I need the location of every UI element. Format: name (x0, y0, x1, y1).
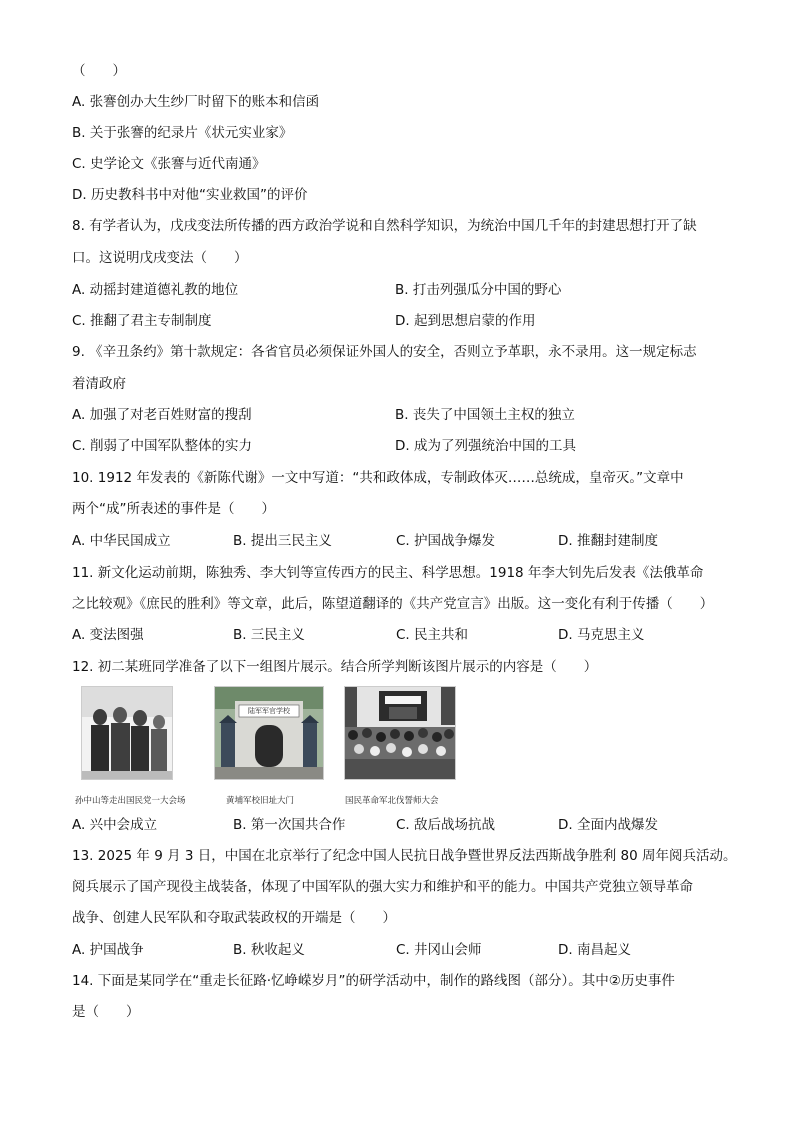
q11-option-c: C. 民主共和 (396, 627, 469, 643)
q9-options-row2 (72, 437, 732, 457)
q8-option-c: C. 推翻了君主专制制度 (72, 313, 212, 329)
q11-option-d: D. 马克思主义 (558, 627, 645, 643)
q13-stem-line3: 战争、创建人民军队和夺取武装政权的开端是（ ） (72, 910, 396, 926)
q8-stem-line2: 口。这说明戊戌变法（ ） (72, 250, 248, 266)
q11-stem-line1: 11. 新文化运动前期，陈独秀、李大钊等宣传西方的民主、科学思想。1918 年李大钊先后发表《法俄革命 (72, 565, 704, 581)
caption-whampoa-gate: 黄埔军校旧址大门 (226, 796, 295, 806)
q13-stem-line2: 阅兵展示了国产现役主战装备，体现了中国军队的强大实力和维护和平的能力。中国共产党独立领导革命 (72, 879, 693, 895)
q12-option-c: C. 敌后战场抗战 (396, 817, 496, 833)
q10-option-a: A. 中华民国成立 (72, 533, 171, 549)
q10-option-c: C. 护国战争爆发 (396, 533, 496, 549)
q7-option-d: D. 历史教科书中对他“实业救国”的评价 (72, 187, 308, 203)
q10-stem-line1: 10. 1912 年发表的《新陈代谢》一文中写道：“共和政体成，专制政体灭……总统成，皇帝灭。”文章中 (72, 470, 684, 486)
q11-options (72, 626, 732, 646)
q11-stem-line2: 之比较观》《庶民的胜利》等文章，此后，陈望道翻译的《共产党宣言》出版。这一变化有利于传播（ ） (72, 596, 714, 612)
q9-options-row1 (72, 406, 732, 426)
q7-option-c: C. 史学论文《张謇与近代南通》 (72, 156, 266, 172)
q11-option-a: A. 变法图强 (72, 627, 144, 643)
q9-option-c: C. 削弱了中国军队整体的实力 (72, 438, 253, 454)
photo-kmt-congress (81, 686, 173, 780)
q7-option-b: B. 关于张謇的纪录片《状元实业家》 (72, 125, 293, 141)
q9-option-b: B. 丧失了中国领土主权的独立 (395, 407, 575, 423)
q11-option-b: B. 三民主义 (233, 627, 305, 643)
q10-option-d: D. 推翻封建制度 (558, 533, 658, 549)
q10-stem-line2: 两个“成”所表述的事件是（ ） (72, 501, 275, 517)
q12-options (72, 816, 732, 836)
q8-option-d: D. 起到思想启蒙的作用 (395, 313, 536, 329)
q9-option-a: A. 加强了对老百姓财富的搜刮 (72, 407, 252, 423)
q13-option-c: C. 井冈山会师 (396, 942, 482, 958)
q12-option-b: B. 第一次国共合作 (233, 817, 346, 833)
q13-stem-line1: 13. 2025 年 9 月 3 日，中国在北京举行了纪念中国人民抗日战争暨世界反法西斯战争胜利 80 周年阅兵活动。 (72, 848, 737, 864)
caption-kmt-congress: 孙中山等走出国民党一大会场 (75, 796, 186, 806)
q13-option-b: B. 秋收起义 (233, 942, 305, 958)
q9-stem-line1: 9. 《辛丑条约》第十款规定：各省官员必须保证外国人的安全，否则立予革职，永不录用。这一规定标志 (72, 344, 697, 360)
q12-option-d: D. 全面内战爆发 (558, 817, 658, 833)
q8-options-row2 (72, 312, 732, 332)
q10-option-b: B. 提出三民主义 (233, 533, 332, 549)
q12-stem: 12. 初二某班同学准备了以下一组图片展示。结合所学判断该图片展示的内容是（ ） (72, 659, 598, 675)
photo-northern-expedition-rally (344, 686, 456, 780)
answer-blank: （ ） (72, 63, 126, 79)
caption-northern-expedition: 国民革命军北伐誓师大会 (345, 796, 439, 806)
q14-stem-line2: 是（ ） (72, 1004, 140, 1020)
q8-stem-line1: 8. 有学者认为，戊戌变法所传播的西方政治学说和自然科学知识，为统治中国几千年的封建思想打开了缺 (72, 218, 697, 234)
q10-options (72, 532, 732, 552)
q14-stem-line1: 14. 下面是某同学在“重走长征路·忆峥嵘岁月”的研学活动中，制作的路线图（部分）。其中②历史事件 (72, 973, 675, 989)
q8-option-a: A. 动摇封建道德礼教的地位 (72, 282, 239, 298)
q13-option-a: A. 护国战争 (72, 942, 144, 958)
q8-option-b: B. 打击列强瓜分中国的野心 (395, 282, 562, 298)
q9-stem-line2: 着清政府 (72, 376, 126, 392)
photo-whampoa-gate (214, 686, 324, 780)
q12-option-a: A. 兴中会成立 (72, 817, 158, 833)
q9-option-d: D. 成为了列强统治中国的工具 (395, 438, 576, 454)
q7-option-a: A. 张謇创办大生纱厂时留下的账本和信函 (72, 94, 320, 110)
q13-option-d: D. 南昌起义 (558, 942, 631, 958)
q13-options (72, 941, 732, 961)
q8-options-row1 (72, 281, 732, 301)
gate-sign-text: 陆军军官学校 (248, 707, 290, 715)
